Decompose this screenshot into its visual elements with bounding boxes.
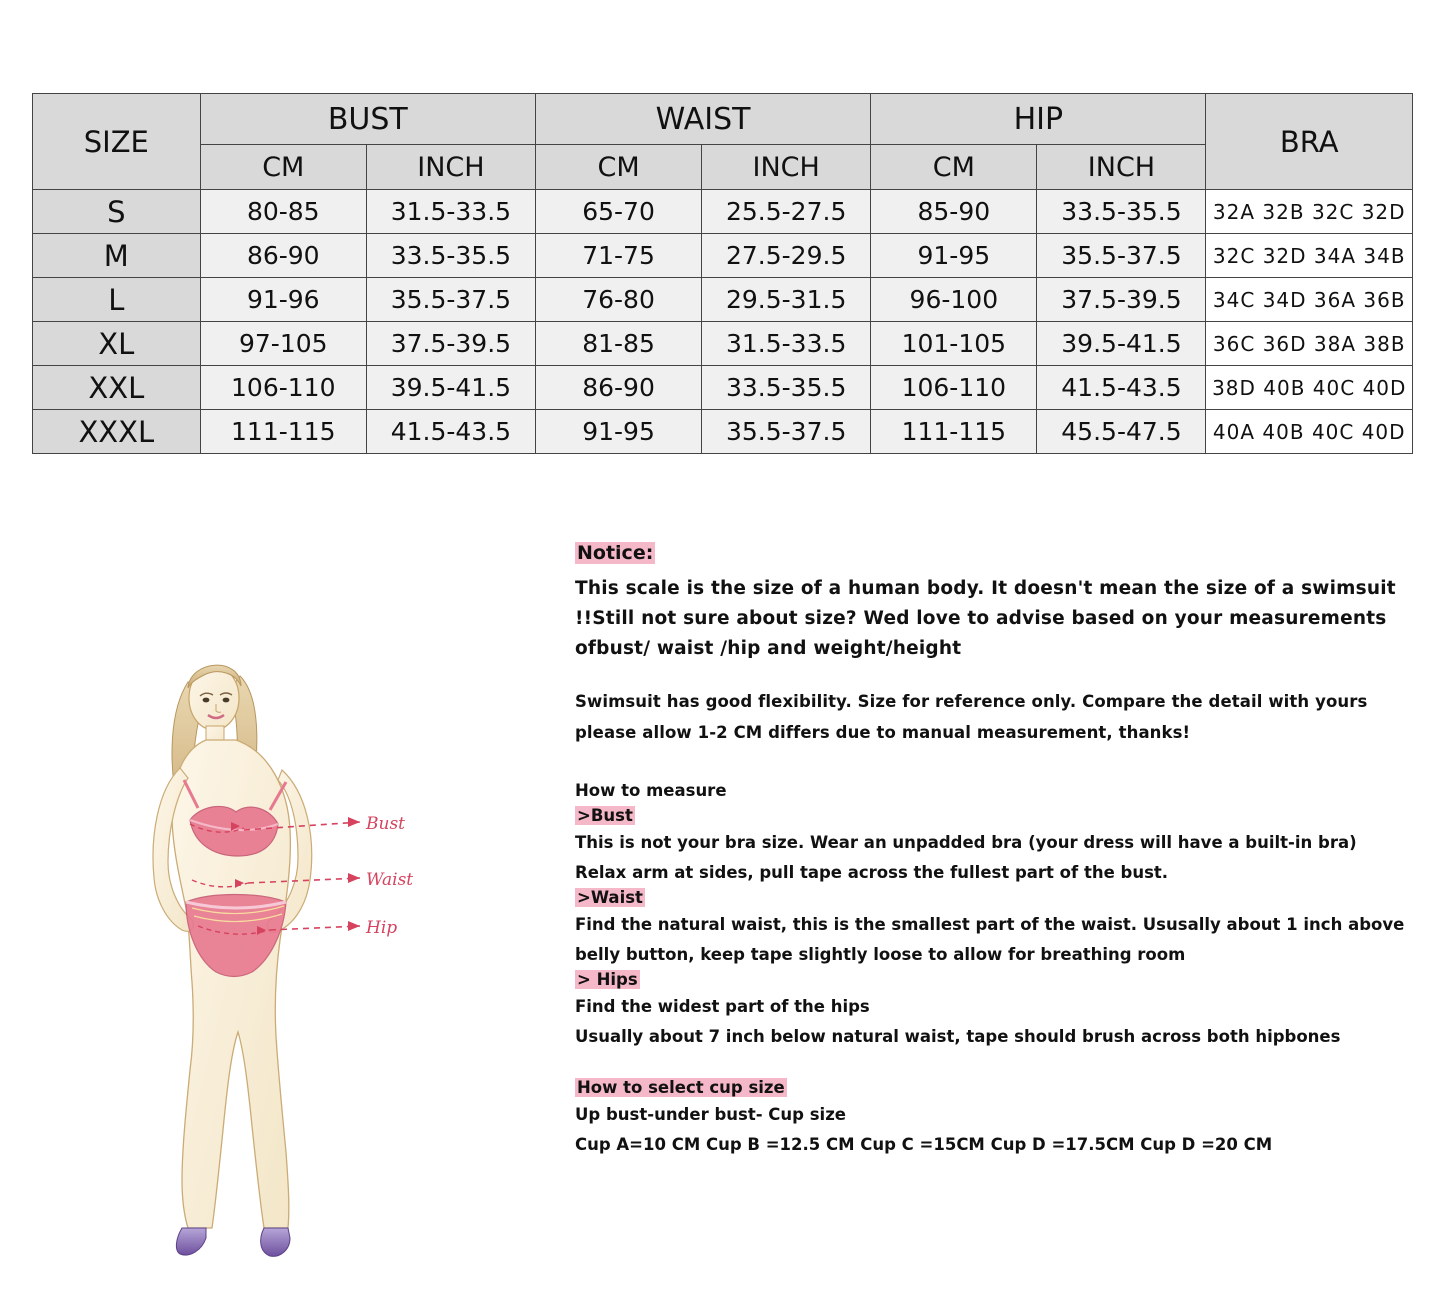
cell-bust-inch: 33.5-35.5 [366, 234, 535, 278]
header-bust-cm: CM [200, 145, 366, 190]
cell-hip-inch: 41.5-43.5 [1037, 366, 1206, 410]
cell-waist-cm: 65-70 [535, 190, 701, 234]
cell-size: S [33, 190, 201, 234]
cell-bust-inch: 31.5-33.5 [366, 190, 535, 234]
waist-instruction-2: belly button, keep tape slightly loose to allow for breathing room [575, 945, 1186, 964]
waist-instruction-1: Find the natural waist, this is the smallest part of the waist. Ususally about 1 inch above [575, 915, 1405, 934]
cell-size: XXL [33, 366, 201, 410]
cell-bra: 40A 40B 40C 40D [1206, 410, 1413, 454]
cell-bust-inch: 41.5-43.5 [366, 410, 535, 454]
notice-body: This scale is the size of a human body. It doesn't mean the size of a swimsuit !!Still not sure about size? Wed love to advise based on your measurements ofbust/ waist /hip and weight/height [575, 578, 1396, 659]
header-waist-inch: INCH [702, 145, 871, 190]
table-header-unit-row [33, 145, 1413, 190]
body-measurement-illustration [120, 640, 540, 1260]
cell-waist-cm: 86-90 [535, 366, 701, 410]
table-row [33, 234, 1413, 278]
flexibility-note: Swimsuit has good flexibility. Size for reference only. Compare the detail with yours please allow 1-2 CM differs due to manual measurement, thanks! [575, 692, 1368, 742]
cell-hip-cm: 111-115 [871, 410, 1037, 454]
cell-waist-inch: 31.5-33.5 [702, 322, 871, 366]
bust-label: Bust [366, 814, 405, 834]
cell-hip-cm: 85-90 [871, 190, 1037, 234]
cell-waist-inch: 35.5-37.5 [702, 410, 871, 454]
header-waist-cm: CM [535, 145, 701, 190]
cell-hip-cm: 96-100 [871, 278, 1037, 322]
header-bra: BRA [1206, 94, 1413, 190]
cell-bra: 36C 36D 38A 38B [1206, 322, 1413, 366]
table-row [33, 278, 1413, 322]
bust-section-heading [575, 806, 1415, 825]
cell-bust-cm: 106-110 [200, 366, 366, 410]
cell-bra: 34C 34D 36A 36B [1206, 278, 1413, 322]
cell-waist-inch: 25.5-27.5 [702, 190, 871, 234]
cell-hip-inch: 37.5-39.5 [1037, 278, 1206, 322]
cell-bust-cm: 80-85 [200, 190, 366, 234]
cell-bust-inch: 39.5-41.5 [366, 366, 535, 410]
cell-waist-inch: 29.5-31.5 [702, 278, 871, 322]
cell-waist-cm: 71-75 [535, 234, 701, 278]
cell-hip-cm: 101-105 [871, 322, 1037, 366]
cell-waist-inch: 33.5-35.5 [702, 366, 871, 410]
cell-bust-cm: 97-105 [200, 322, 366, 366]
cell-bust-cm: 86-90 [200, 234, 366, 278]
hips-section-heading [575, 970, 1415, 989]
cell-size: XXXL [33, 410, 201, 454]
cell-bust-cm: 111-115 [200, 410, 366, 454]
table-row [33, 322, 1413, 366]
cell-waist-cm: 76-80 [535, 278, 701, 322]
cup-instruction-1: Up bust-under bust- Cup size [575, 1105, 846, 1124]
cell-size: L [33, 278, 201, 322]
cell-size: XL [33, 322, 201, 366]
cell-bra: 32C 32D 34A 34B [1206, 234, 1413, 278]
size-chart-container [32, 93, 1413, 454]
cell-bust-cm: 91-96 [200, 278, 366, 322]
cell-hip-cm: 91-95 [871, 234, 1037, 278]
how-to-measure-heading: How to measure [575, 781, 727, 800]
cell-bra: 32A 32B 32C 32D [1206, 190, 1413, 234]
cell-bra: 38D 40B 40C 40D [1206, 366, 1413, 410]
cup-instruction-2: Cup A=10 CM Cup B =12.5 CM Cup C =15CM Cup D =17.5CM Cup D =20 CM [575, 1135, 1273, 1154]
lower-section [0, 520, 1445, 1290]
bust-section-heading-text: >Bust [577, 806, 633, 825]
waist-section-heading-text: >Waist [577, 888, 643, 907]
hips-section-heading-text: > Hips [577, 970, 638, 989]
table-header-group-row [33, 94, 1413, 145]
measurement-notes [575, 542, 1415, 1160]
cell-waist-cm: 91-95 [535, 410, 701, 454]
table-row [33, 190, 1413, 234]
cup-size-heading-text: How to select cup size [577, 1078, 785, 1097]
waist-section-heading [575, 888, 1415, 907]
cell-bust-inch: 35.5-37.5 [366, 278, 535, 322]
header-bust: BUST [200, 94, 535, 145]
header-bust-inch: INCH [366, 145, 535, 190]
table-row [33, 410, 1413, 454]
hips-instruction-2: Usually about 7 inch below natural waist, tape should brush across both hipbones [575, 1027, 1341, 1046]
header-hip-inch: INCH [1037, 145, 1206, 190]
header-hip-cm: CM [871, 145, 1037, 190]
size-chart-table [32, 93, 1413, 454]
cell-hip-inch: 45.5-47.5 [1037, 410, 1206, 454]
hips-instruction-1: Find the widest part of the hips [575, 997, 870, 1016]
cell-hip-inch: 39.5-41.5 [1037, 322, 1206, 366]
cell-size: M [33, 234, 201, 278]
cell-bust-inch: 37.5-39.5 [366, 322, 535, 366]
waist-label: Waist [366, 870, 414, 890]
female-figure-icon [120, 640, 540, 1260]
cell-hip-cm: 106-110 [871, 366, 1037, 410]
header-waist: WAIST [535, 94, 870, 145]
cell-waist-cm: 81-85 [535, 322, 701, 366]
table-row [33, 366, 1413, 410]
cell-hip-inch: 35.5-37.5 [1037, 234, 1206, 278]
bust-instruction-1: This is not your bra size. Wear an unpadded bra (your dress will have a built-in bra) [575, 833, 1357, 852]
notice-heading-text: Notice: [577, 542, 654, 564]
cup-size-heading [575, 1078, 1415, 1097]
bust-instruction-2: Relax arm at sides, pull tape across the fullest part of the bust. [575, 863, 1169, 882]
notice-heading [575, 542, 1415, 564]
hip-label: Hip [366, 918, 398, 938]
header-hip: HIP [871, 94, 1206, 145]
cell-waist-inch: 27.5-29.5 [702, 234, 871, 278]
cell-hip-inch: 33.5-35.5 [1037, 190, 1206, 234]
header-size: SIZE [33, 94, 201, 190]
